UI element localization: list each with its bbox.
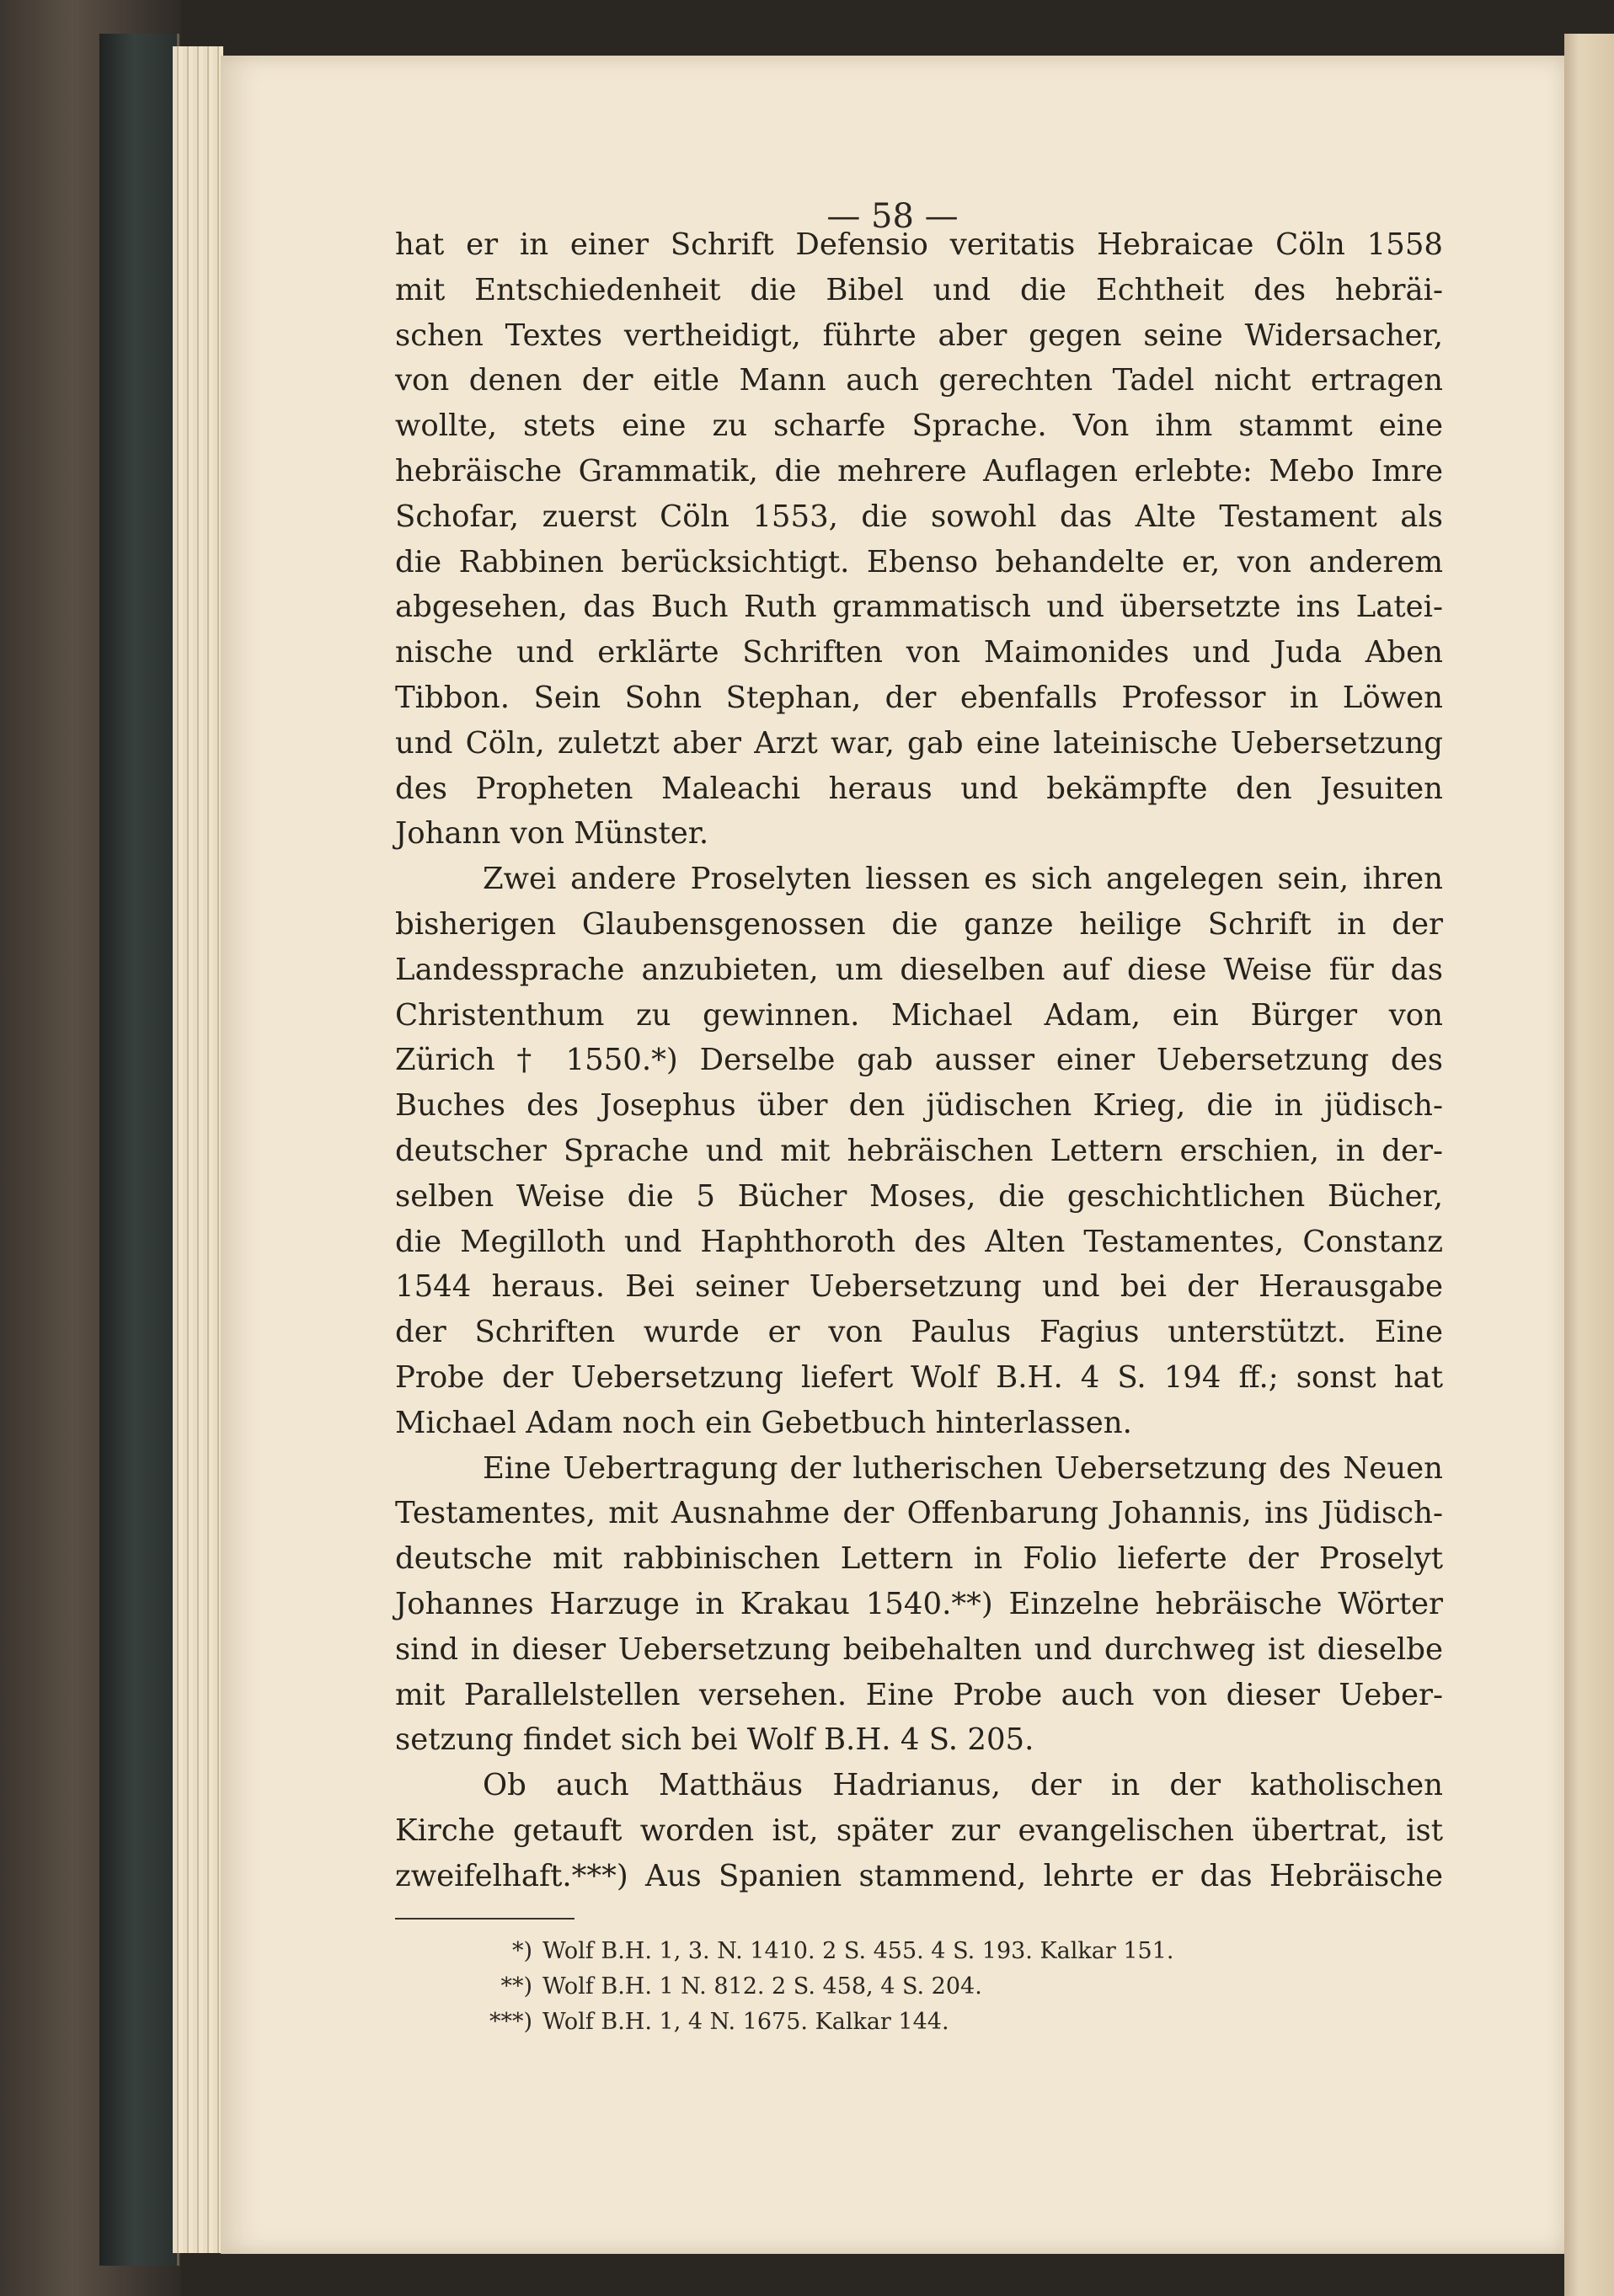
text-line: Landessprache anzubieten, um dieselben auf diese Weise für das [395, 952, 1443, 987]
text-line: Eine Uebertragung der lutherischen Uebersetzung des Neuen [483, 1450, 1443, 1486]
text-line: Kirche getauft worden ist, später zur evangelischen übertrat, ist [395, 1813, 1443, 1848]
text-line: hebräische Grammatik, die mehrere Auflagen erlebte: Mebo Imre [395, 453, 1443, 489]
text-line: Schofar, zuerst Cöln 1553, die sowohl das Alte Testament als [395, 499, 1443, 534]
footnote-mark: ***) [489, 2009, 532, 2035]
text-line: und Cöln, zuletzt aber Arzt war, gab eine lateinische Uebersetzung [395, 725, 1443, 761]
footnotes [472, 1934, 1415, 2040]
text-line: Zürich † 1550.*) Derselbe gab ausser einer Uebersetzung des [395, 1043, 1443, 1078]
body-text [395, 222, 1443, 1898]
text-line: setzung findet sich bei Wolf B.H. 4 S. 205. [395, 1722, 1034, 1758]
text-line: schen Textes vertheidigt, führte aber gegen seine Widersacher, [395, 318, 1443, 353]
text-line: Christenthum zu gewinnen. Michael Adam, ein Bürger von [395, 997, 1443, 1033]
text-line: bisherigen Glaubensgenossen die ganze heilige Schrift in der [395, 906, 1443, 942]
text-line: 1544 heraus. Bei seiner Uebersetzung und bei der Herausgabe [395, 1269, 1443, 1305]
text-line: Probe der Uebersetzung liefert Wolf B.H. 4 S. 194 ff.; sonst hat [395, 1359, 1443, 1395]
text-line: von denen der eitle Mann auch gerechten Tadel nicht ertragen [395, 363, 1443, 398]
text-line: Michael Adam noch ein Gebetbuch hinterlassen. [395, 1405, 1132, 1440]
footnote-mark: *) [511, 1938, 532, 1964]
text-line: hat er in einer Schrift Defensio veritatis Hebraicae Cöln 1558 [395, 227, 1443, 262]
text-line: der Schriften wurde er von Paulus Fagius unterstützt. Eine [395, 1315, 1443, 1350]
page-edges [173, 46, 223, 2253]
text-line: des Propheten Maleachi heraus und bekämpfte den Jesuiten [395, 771, 1443, 806]
text-line: nische und erklärte Schriften von Maimonides und Juda Aben [395, 635, 1443, 670]
text-line: Testamentes, mit Ausnahme der Offenbarung Johannis, ins Jüdisch- [395, 1496, 1443, 1531]
page-number: — 58 — [826, 197, 959, 236]
footnote-rule [395, 1918, 575, 1920]
facing-page-edge [1564, 34, 1614, 2296]
text-line: deutsche mit rabbinischen Lettern in Folio lieferte der Proselyt [395, 1541, 1443, 1577]
text-line: die Megilloth und Haphthoroth des Alten Testamentes, Constanz [395, 1224, 1443, 1259]
text-line: Johann von Münster. [395, 816, 709, 852]
text-line: mit Entschiedenheit die Bibel und die Echtheit des hebräi- [395, 272, 1443, 307]
text-line: Johannes Harzuge in Krakau 1540.**) Einzelne hebräische Wörter [395, 1586, 1443, 1621]
footnote-text: Wolf B.H. 1 N. 812. 2 S. 458, 4 S. 204. [542, 1973, 982, 2000]
footnote-mark: **) [500, 1973, 532, 2000]
text-line: abgesehen, das Buch Ruth grammatisch und übersetzte ins Latei- [395, 590, 1443, 625]
text-line: mit Parallelstellen versehen. Eine Probe auch von dieser Ueber- [395, 1677, 1443, 1712]
text-line: selben Weise die 5 Bücher Moses, die geschichtlichen Bücher, [395, 1178, 1443, 1214]
text-line: deutscher Sprache und mit hebräischen Lettern erschien, in der- [395, 1133, 1443, 1168]
text-line: Tibbon. Sein Sohn Stephan, der ebenfalls Professor in Löwen [395, 680, 1443, 715]
text-line: die Rabbinen berücksichtigt. Ebenso behandelte er, von anderem [395, 544, 1443, 579]
footnote [472, 1969, 1415, 2005]
text-line: Ob auch Matthäus Hadrianus, der in der katholischen [483, 1768, 1443, 1803]
text-line: sind in dieser Uebersetzung beibehalten und durchweg ist dieselbe [395, 1631, 1443, 1667]
footnote [472, 2005, 1415, 2040]
book-spine-binding [99, 34, 179, 2266]
text-line: Zwei andere Proselyten liessen es sich angelegen sein, ihren [483, 862, 1443, 897]
footnote-text: Wolf B.H. 1, 3. N. 1410. 2 S. 455. 4 S. 193. Kalkar 151. [542, 1938, 1174, 1964]
text-line: wollte, stets eine zu scharfe Sprache. Von ihm stammt eine [395, 408, 1443, 444]
text-line: zweifelhaft.***) Aus Spanien stammend, lehrte er das Hebräische [395, 1858, 1443, 1893]
text-line: Buches des Josephus über den jüdischen Krieg, die in jüdisch- [395, 1088, 1443, 1124]
footnote-text: Wolf B.H. 1, 4 N. 1675. Kalkar 144. [542, 2009, 949, 2035]
footnote [472, 1934, 1415, 1969]
